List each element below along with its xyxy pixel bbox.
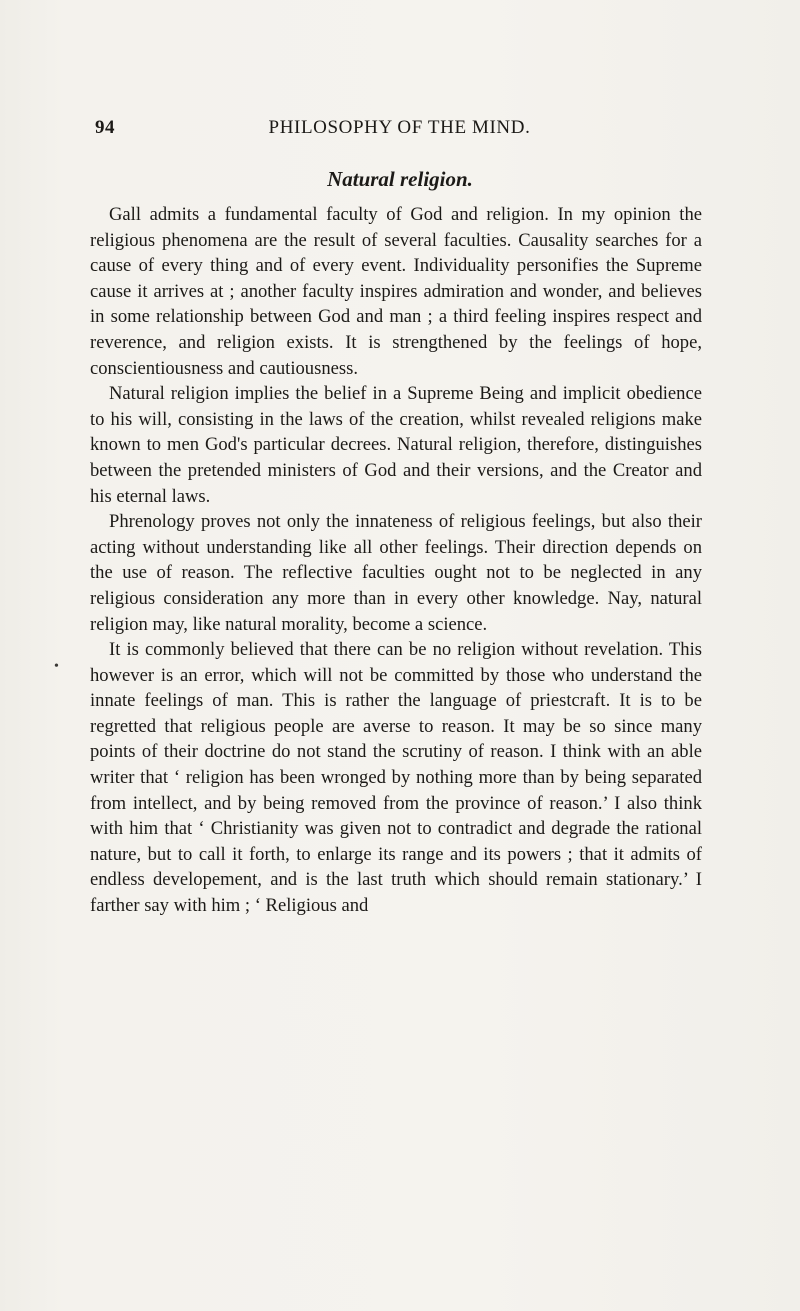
page-number: 94 <box>95 117 115 138</box>
section-title: Natural religion. <box>327 167 473 191</box>
paragraph: Natural religion implies the belief in a Supreme Being and implicit obedience to his will, consisting in the laws of the creation, whilst revealed religions make known to men God's particular decrees. Natural religion, therefore, distinguishes between the pretended ministers of God and their versions, and the Creator and his eternal laws. <box>90 383 702 507</box>
margin-mark: • <box>54 659 59 674</box>
running-head: PHILOSOPHY OF THE MIND. <box>268 117 531 138</box>
page-header <box>95 117 715 147</box>
paragraph: Gall admits a fundamental faculty of God and religion. In my opinion the religious phenomena are the result of several faculties. Causality searches for a cause of every thing and of every event. Individuality personifies the Supreme cause it arrives at ; another faculty inspires admiration and wonder, and believes in some relationship between God and man ; a third feeling inspires respect and reverence, and religion exists. It is strengthened by the feelings of hope, conscientiousness and cautiousness. <box>90 204 702 379</box>
paragraph: Phrenology proves not only the innateness of religious feelings, but also their acting without understanding like all other feelings. Their direction depends on the use of reason. The reflective faculties ought not to be neglected in any religious consideration any more than in every other knowledge. Nay, natural religion may, like natural morality, become a science. <box>90 511 702 635</box>
paragraph: It is commonly believed that there can be no religion without revelation. This however is an error, which will not be committed by those who understand the innate feelings of man. This is rather the language of priestcraft. It is to be regretted that religious people are averse to reason. It may be so since many points of their doctrine do not stand the scrutiny of reason. I think with an able writer that ‘ religion has been wronged by nothing more than by being separated from intellect, and by being removed from the province of reason.’ I also think with him that ‘ Christianity was given not to contradict and degrade the rational nature, but to call it forth, to enlarge its range and its powers ; that it admits of endless developement, and is the last truth which should remain stationary.’ I farther say with him ; ‘ Religious and <box>90 639 702 917</box>
body-text <box>90 202 702 919</box>
